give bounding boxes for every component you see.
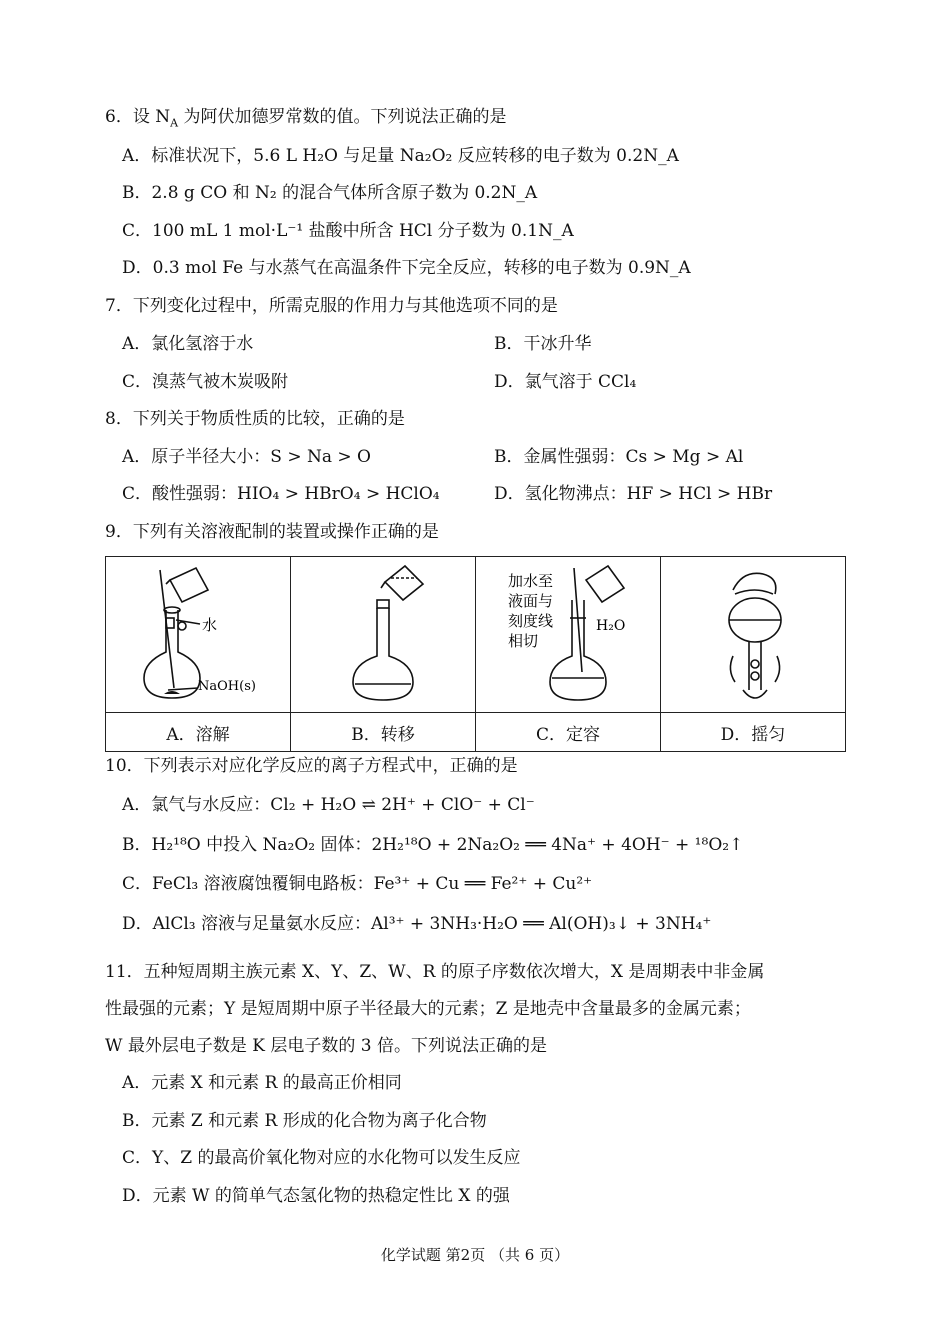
q8-stem: 8．下列关于物质性质的比较，正确的是 <box>105 409 405 429</box>
figure-transfer <box>291 557 476 713</box>
q8-option-d: D．氢化物沸点：HF > HCl > HBr <box>494 484 773 504</box>
q10-option-a: A．氯气与水反应：Cl₂ + H₂O ⇌ 2H⁺ + ClO⁻ + Cl⁻ <box>122 795 535 815</box>
q9-stem: 9．下列有关溶液配制的装置或操作正确的是 <box>105 522 439 542</box>
q11-option-a: A．元素 X 和元素 R 的最高正价相同 <box>122 1073 402 1093</box>
q7-stem: 7．下列变化过程中，所需克服的作用力与其他选项不同的是 <box>105 296 558 316</box>
caption-a: A．溶解 <box>106 713 291 752</box>
label-h2o: H₂O <box>596 617 626 634</box>
q7-option-d: D．氯气溶于 CCl₄ <box>494 372 637 392</box>
q11-option-c: C．Y、Z 的最高价氧化物对应的水化物可以发生反应 <box>122 1148 521 1168</box>
q10-stem: 10．下列表示对应化学反应的离子方程式中，正确的是 <box>105 756 518 776</box>
note-line-3: 刻度线 <box>508 611 554 630</box>
q7-option-b: B．干冰升华 <box>494 334 592 354</box>
volume-apparatus-icon <box>478 560 658 710</box>
q11-option-d: D．元素 W 的简单气态氢化物的热稳定性比 X 的强 <box>122 1186 510 1206</box>
q7-option-a: A．氯化氢溶于水 <box>122 334 254 354</box>
note-line-1: 加水至 <box>508 571 554 590</box>
dissolve-apparatus-icon <box>108 560 288 710</box>
caption-b: B．转移 <box>291 713 476 752</box>
q11-option-b: B．元素 Z 和元素 R 形成的化合物为离子化合物 <box>122 1111 487 1131</box>
q6-stem: 6．设 $N_A$ 为阿伏加德罗常数的值。下列说法正确的是 <box>105 107 507 130</box>
label-water: 水 <box>202 615 218 634</box>
q10-option-d: D．AlCl₃ 溶液与足量氨水反应：Al³⁺ + 3NH₃·H₂O ══ Al(OH)₃↓ + 3NH₄⁺ <box>122 914 712 934</box>
q8-option-c: C．酸性强弱：HIO₄ > HBrO₄ > HClO₄ <box>122 484 440 504</box>
q6-option-b: B．2.8 g CO 和 N₂ 的混合气体所含原子数为 0.2N_A <box>122 183 538 203</box>
q8-option-a: A．原子半径大小：S > Na > O <box>122 447 371 467</box>
q7-option-c: C．溴蒸气被木炭吸附 <box>122 372 289 392</box>
q6-option-d: D．0.3 mol Fe 与水蒸气在高温条件下完全反应，转移的电子数为 0.9N_A <box>122 258 691 278</box>
q6-option-a: A．标准状况下，5.6 L H₂O 与足量 Na₂O₂ 反应转移的电子数为 0.2N_A <box>122 146 679 166</box>
figure-dissolve <box>106 557 291 713</box>
q9-figure-table <box>105 556 846 752</box>
q11-stem-line-2: 性最强的元素；Y 是短周期中原子半径最大的元素；Z 是地壳中含量最多的金属元素； <box>105 999 751 1019</box>
transfer-apparatus-icon <box>293 560 473 710</box>
label-naoh: NaOH(s) <box>198 678 256 694</box>
figure-shake <box>661 557 846 713</box>
q8-option-b: B．金属性强弱：Cs > Mg > Al <box>494 447 744 467</box>
caption-d: D．摇匀 <box>661 713 846 752</box>
note-line-2: 液面与 <box>508 591 554 610</box>
shake-apparatus-icon <box>663 560 843 710</box>
caption-c: C．定容 <box>476 713 661 752</box>
q10-option-c: C．FeCl₃ 溶液腐蚀覆铜电路板：Fe³⁺ + Cu ══ Fe²⁺ + Cu²⁺ <box>122 874 593 894</box>
figure-volume <box>476 557 661 713</box>
page-footer: 化学试题 第2页 （共 6 页） <box>380 1246 570 1264</box>
note-line-4: 相切 <box>508 631 539 650</box>
q11-stem-line-1: 11．五种短周期主族元素 X、Y、Z、W、R 的原子序数依次增大，X 是周期表中非金属 <box>105 962 765 982</box>
q11-stem-line-3: W 最外层电子数是 K 层电子数的 3 倍。下列说法正确的是 <box>105 1036 548 1056</box>
q6-option-c: C．100 mL 1 mol·L⁻¹ 盐酸中所含 HCl 分子数为 0.1N_A <box>122 221 574 241</box>
q10-option-b: B．H₂¹⁸O 中投入 Na₂O₂ 固体：2H₂¹⁸O + 2Na₂O₂ ══ 4Na⁺ + 4OH⁻ + ¹⁸O₂↑ <box>122 835 744 855</box>
